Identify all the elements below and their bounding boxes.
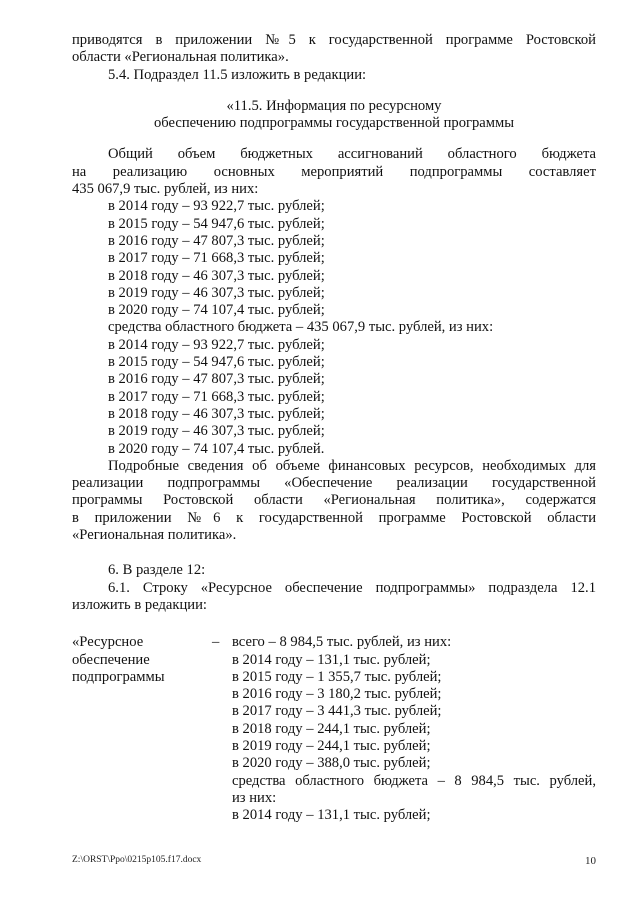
year-amount: в 2014 году – 131,1 тыс. рублей; <box>232 807 431 824</box>
section-title: 6. В разделе 12: <box>108 562 206 579</box>
paragraph-line: программы Ростовской области «Региональная политика», содержатся <box>72 492 596 509</box>
paragraph-line: 435 067,9 тыс. рублей, из них: <box>72 181 259 198</box>
year-amount: в 2018 году – 46 307,3 тыс. рублей; <box>108 405 325 422</box>
resource-label-line: «Ресурсное <box>72 634 144 651</box>
paragraph-line: 6.1. Строку «Ресурсное обеспечение подпрограммы» подраздела 12.1 <box>108 579 596 596</box>
year-amount: в 2014 году – 93 922,7 тыс. рублей; <box>108 336 325 353</box>
year-amount: в 2015 году – 54 947,6 тыс. рублей; <box>108 215 325 232</box>
paragraph-line: «Региональная политика». <box>72 527 237 544</box>
intro-line: приводятся в приложении №5 к государственной программе Ростовской <box>72 32 596 48</box>
resource-label-line: обеспечение <box>72 651 150 668</box>
paragraph-line: изложить в редакции: <box>72 596 207 613</box>
paragraph-line: Подробные сведения об объеме финансовых ресурсов, необходимых для <box>108 457 596 474</box>
regional-funds-line: средства областного бюджета – 435 067,9 тыс. рублей, из них: <box>108 319 494 336</box>
file-path: Z:\ORST\Ppo\0215p105.f17.docx <box>72 855 202 865</box>
page-footer <box>72 855 596 867</box>
resource-funds-line: средства областного бюджета – 8 984,5 тыс. рублей, <box>232 772 596 789</box>
year-amount: в 2018 году – 244,1 тыс. рублей; <box>232 720 431 737</box>
paragraph-line: в приложении №6 к государственной программе Ростовской области <box>72 509 596 526</box>
resource-total: всего – 8 984,5 тыс. рублей, из них: <box>232 634 452 651</box>
intro-line: области «Региональная политика». <box>72 49 289 66</box>
resource-values <box>232 634 596 824</box>
year-amount: в 2016 году – 3 180,2 тыс. рублей; <box>232 686 442 703</box>
paragraph-line: Общий объем бюджетных ассигнований областного бюджета <box>108 146 596 163</box>
page-number: 10 <box>585 855 596 867</box>
resource-label <box>72 634 222 686</box>
document-page <box>72 32 596 824</box>
paragraph-line: реализации подпрограммы «Обеспечение реализации государственной <box>72 475 596 492</box>
year-amount: в 2020 году – 74 107,4 тыс. рублей. <box>108 440 325 457</box>
section-heading: «11.5. Информация по ресурсному <box>226 97 442 114</box>
year-amount: в 2014 году – 93 922,7 тыс. рублей; <box>108 198 325 215</box>
resource-block <box>72 634 596 824</box>
year-amount: в 2015 году – 54 947,6 тыс. рублей; <box>108 354 325 371</box>
resource-dash: – <box>212 634 220 651</box>
year-amount: в 2018 году – 46 307,3 тыс. рублей; <box>108 267 325 284</box>
year-amount: в 2016 году – 47 807,3 тыс. рублей; <box>108 371 325 388</box>
year-amount: в 2020 году – 388,0 тыс. рублей; <box>232 755 431 772</box>
year-amount: в 2019 году – 46 307,3 тыс. рублей; <box>108 423 325 440</box>
year-amount: в 2017 году – 3 441,3 тыс. рублей; <box>232 703 442 720</box>
paragraph-line: на реализацию основных мероприятий подпрограммы составляет <box>72 163 596 180</box>
year-amount: в 2019 году – 46 307,3 тыс. рублей; <box>108 284 325 301</box>
year-amount: в 2020 году – 74 107,4 тыс. рублей; <box>108 302 325 319</box>
year-amount: в 2017 году – 71 668,3 тыс. рублей; <box>108 388 325 405</box>
intro-line: 5.4. Подраздел 11.5 изложить в редакции: <box>108 66 367 83</box>
year-amount: в 2019 году – 244,1 тыс. рублей; <box>232 737 431 754</box>
section-heading: обеспечению подпрограммы государственной программы <box>153 115 515 132</box>
resource-label-line: подпрограммы <box>72 668 165 685</box>
year-amount: в 2015 году – 1 355,7 тыс. рублей; <box>232 668 442 685</box>
resource-funds-line: из них: <box>232 789 277 806</box>
year-amount: в 2017 году – 71 668,3 тыс. рублей; <box>108 250 325 267</box>
year-amount: в 2016 году – 47 807,3 тыс. рублей; <box>108 232 325 249</box>
year-amount: в 2014 году – 131,1 тыс. рублей; <box>232 651 431 668</box>
